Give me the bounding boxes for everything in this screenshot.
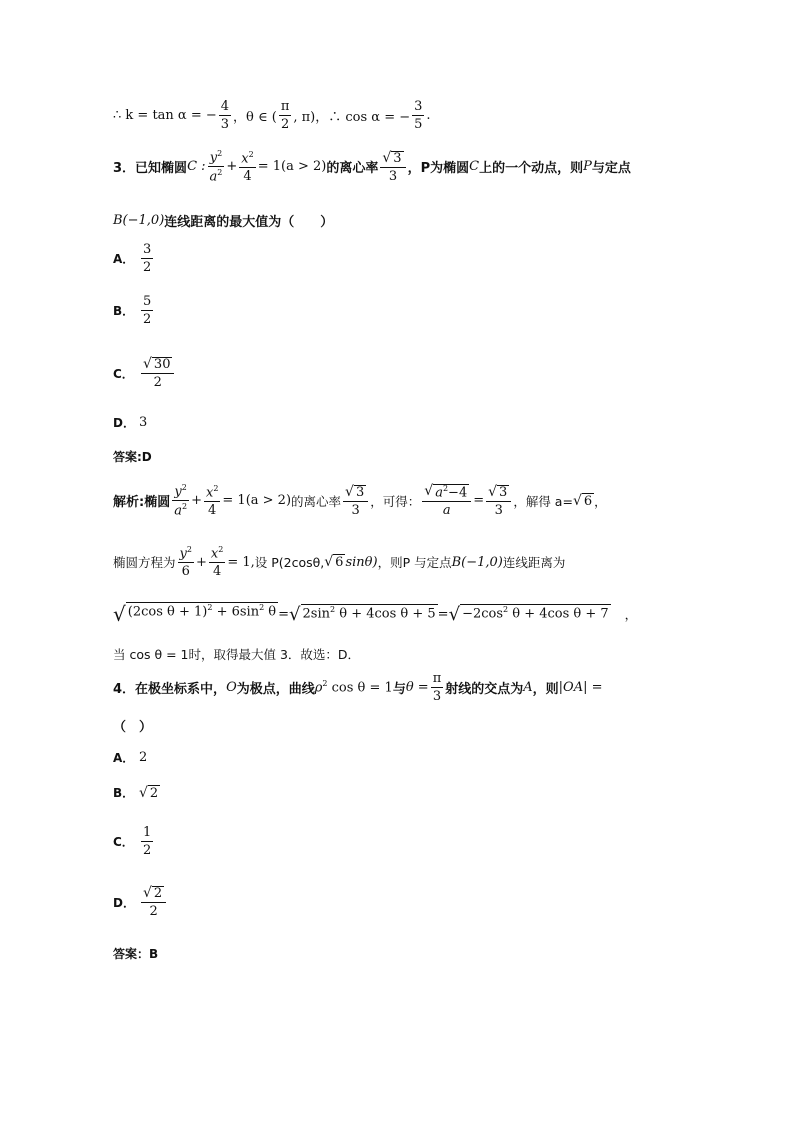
text: + 6sin <box>212 604 260 620</box>
text: ，则P 与定点 <box>377 555 452 571</box>
explanation-line-3: √ (2cos $\theta + 1)^2 + 6\sin^2$ θ = √ $2\sin^2$ θ + 4cos θ + 5 = √ $-2\cos^2$ θ + 4cos θ + 7 ， <box>113 602 638 626</box>
question-3-cont <box>113 211 333 230</box>
fraction <box>141 826 153 857</box>
text: 已知椭圆 <box>135 161 188 177</box>
text: 连线距离为 <box>502 555 566 571</box>
text: = 1(a > 2) <box>222 493 292 509</box>
den: 2 <box>143 843 152 858</box>
option-a <box>113 749 147 766</box>
text: sinθ) <box>345 554 378 570</box>
option-label: D． <box>113 416 135 430</box>
answer: 答案:D <box>113 450 152 464</box>
text: 椭圆方程为 <box>113 555 176 571</box>
radicand: 2 <box>153 886 163 901</box>
radicand: 2 <box>149 785 159 801</box>
text: 当 cos θ = 1时，取得最大值 3．故选：D． <box>113 647 361 662</box>
den: 5 <box>414 117 423 132</box>
option-label: D． <box>113 895 135 910</box>
text: = 1, <box>227 554 255 570</box>
text: 的离心率 <box>291 493 342 509</box>
text: ∴ k = tan α = − <box>113 108 217 123</box>
fraction: $\frac{\pi}{3}$ <box>432 671 442 704</box>
fraction: √ 3 3 <box>343 485 368 517</box>
text: 上的一个动点，则 <box>479 161 584 177</box>
question-number: 3． <box>113 161 136 177</box>
question-number: 4． <box>113 682 136 697</box>
explanation-line-1: 解析:椭圆 $\frac{y^2}{a^2}$ + $\frac{x^2}{4}$ = 1(a > 2) 的离心率 √ 3 3 ，可得： √ $a^2-4$ a = √ 3 3 ，解得 a= √ 6 ， <box>113 483 607 519</box>
solution-prev-line <box>113 100 431 131</box>
fraction: $\frac{x^2}{4}$ <box>205 483 219 518</box>
text: 在极坐标系中， <box>135 682 227 697</box>
option-a <box>113 243 155 274</box>
den: 2 <box>143 260 152 275</box>
fraction <box>279 100 292 131</box>
fraction <box>141 243 153 274</box>
fraction: √ 30 2 <box>141 357 174 389</box>
fraction: $\frac{x^2}{4}$ <box>210 545 224 580</box>
text: 的离心率 <box>326 161 379 177</box>
text: P <box>583 159 592 175</box>
fraction: $\frac{y^2}{a^2}$ <box>174 483 188 519</box>
fraction <box>141 295 153 326</box>
num: 4 <box>220 99 230 114</box>
text: θ + 4cos θ + 5 <box>335 605 436 621</box>
option-label: A． <box>113 252 135 266</box>
num: 1 <box>143 825 152 840</box>
text: ，θ ∈ ( <box>233 110 277 125</box>
text: C <box>469 159 480 175</box>
fraction <box>412 100 424 131</box>
text: 为极点，曲线 <box>236 682 315 697</box>
text: ，P为椭圆 <box>407 161 470 177</box>
text: ，可得： <box>370 493 421 509</box>
question-3: 3． 已知椭圆 C : $\frac{y^2}{a^2}$ + $\frac{x^2}{4}$ = 1(a > 2) 的离心率 √ 3 3 ，P为椭圆 C 上的一个动点，则 P 与定点 <box>113 149 631 185</box>
fraction <box>219 100 231 131</box>
den: 2 <box>143 312 152 327</box>
radicand: 30 <box>153 357 171 372</box>
option-d <box>113 886 168 918</box>
text: −2cos <box>462 605 504 621</box>
option-label: B． <box>113 304 135 318</box>
text: 解析:椭圆 <box>113 495 171 511</box>
text: ， <box>624 607 638 622</box>
text: , π)，∴ cos α = − <box>293 110 411 125</box>
option-label: B． <box>113 786 135 800</box>
text: (2cos θ + 1) <box>127 604 208 620</box>
text: C : <box>187 159 206 175</box>
den: 2 <box>153 375 162 390</box>
explanation-line-2: 椭圆方程为 $\frac{y^2}{6}$ + $\frac{x^2}{4}$ = 1, 设 P(2cosθ, √ 6 sinθ) ，则P 与定点 B(−1,0) 连线距离为 <box>113 545 566 580</box>
option-b <box>113 295 155 326</box>
text: θ = <box>405 680 429 695</box>
text: ρ <box>314 680 323 696</box>
answer: 答案：B <box>113 947 159 961</box>
text: θ <box>264 604 277 620</box>
num: 5 <box>143 294 152 309</box>
fraction: √ $a^2-4$ a <box>422 484 471 517</box>
text: A <box>523 680 533 695</box>
option-c <box>113 357 176 389</box>
question-4: 4． 在极坐标系中， O 为极点，曲线 $\rho^2$ cos θ = 1 与 θ = $\frac{\pi}{3}$ 射线的交点为 A ，则 |OA| = <box>113 671 603 704</box>
text: ，解得 a= <box>513 493 573 509</box>
text: 与 <box>392 682 406 697</box>
text: B(−1,0) <box>451 554 503 570</box>
option-label: A． <box>113 751 135 765</box>
explanation-line-4 <box>113 645 360 663</box>
text: O <box>226 680 237 695</box>
text: θ + 4cos θ + 7 <box>508 605 609 621</box>
fraction: $\frac{y^2}{a^2}$ <box>209 149 223 185</box>
den: 2 <box>149 904 158 919</box>
question-4-cont <box>113 716 152 735</box>
text: = <box>437 606 449 622</box>
answer-4 <box>113 945 158 962</box>
option-value: 2 <box>139 750 148 765</box>
text: cos θ = 1 <box>327 680 393 696</box>
text: 2sin <box>302 605 331 621</box>
option-label: C． <box>113 835 134 849</box>
fraction: $\frac{y^2}{6}$ <box>179 545 192 580</box>
text: ， <box>594 493 607 509</box>
answer-3 <box>113 448 152 465</box>
text: . <box>426 108 431 123</box>
den: 2 <box>280 117 290 132</box>
text: 连线距离的最大值为（ ） <box>164 215 334 230</box>
num: 3 <box>414 99 423 114</box>
text: 设 P(2cosθ, <box>254 555 325 571</box>
text: （ ） <box>113 720 153 735</box>
text: = 1(a > 2) <box>257 159 327 175</box>
text: B(−1,0) <box>113 213 165 228</box>
fraction: √ 3 3 <box>380 151 405 183</box>
option-b: B． √ 2 <box>113 784 159 801</box>
text: |OA| = <box>558 680 603 695</box>
fraction: $\frac{x^2}{4}$ <box>241 149 254 184</box>
num: π <box>280 99 290 114</box>
text: 与定点 <box>591 161 631 177</box>
text: 射线的交点为 <box>445 682 524 697</box>
option-label: C． <box>113 366 134 381</box>
den: 3 <box>220 117 230 132</box>
option-d <box>113 414 147 431</box>
option-c <box>113 826 155 857</box>
num: 3 <box>143 242 152 257</box>
fraction: √ 2 2 <box>141 886 166 918</box>
fraction: √ 3 3 <box>486 485 511 517</box>
text: ，则 <box>532 682 559 697</box>
option-value: 3 <box>139 415 148 430</box>
text: = <box>278 606 290 622</box>
